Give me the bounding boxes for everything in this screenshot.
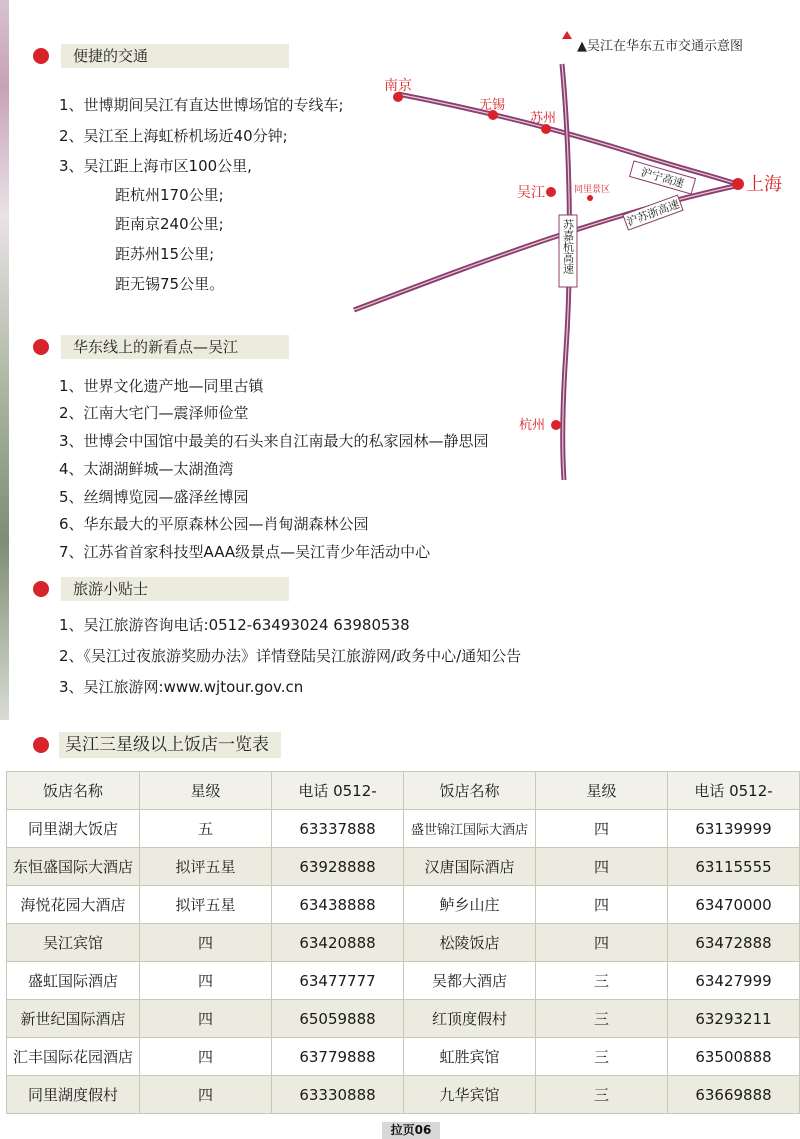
header-hotel-name: 饭店名称 [404,772,536,810]
hotel-star: 四 [140,1076,272,1114]
transport-line: 1、世博期间吴江有直达世博场馆的专线车; [59,96,344,114]
hotel-list-title: 吴江三星级以上饭店一览表 [59,732,281,758]
scenic-label-tongli: 同里景区 [574,185,611,195]
city-label-nanjing: 南京 [384,78,412,94]
hotel-name: 汉唐国际酒店 [404,848,536,886]
transport-line: 3、吴江距上海市区100公里, [59,157,252,175]
hotel-phone: 63779888 [272,1038,404,1076]
hotel-name: 同里湖度假村 [7,1076,140,1114]
table-row [7,810,800,848]
hotel-name: 吴江宾馆 [7,924,140,962]
hotel-phone: 63928888 [272,848,404,886]
table-row [7,924,800,962]
hotel-star: 四 [140,962,272,1000]
table-header-row [7,772,800,810]
hotel-name: 盛虹国际酒店 [7,962,140,1000]
header-hotel-name: 饭店名称 [7,772,140,810]
hotel-phone: 65059888 [272,1000,404,1038]
hotel-name: 松陵饭店 [404,924,536,962]
map-title-triangle-icon [562,31,572,39]
hotel-star: 四 [140,1000,272,1038]
hotel-phone: 63438888 [272,886,404,924]
attraction-line: 4、太湖湖鲜城—太湖渔湾 [59,460,234,478]
hotel-phone: 63500888 [668,1038,800,1076]
hotel-name: 盛世锦江国际大酒店 [404,810,536,848]
section-title: 便捷的交通 [61,44,289,68]
attraction-line: 2、江南大宅门—震泽师俭堂 [59,404,249,422]
hotel-name: 虹胜宾馆 [404,1038,536,1076]
attraction-line: 1、世界文化遗产地—同里古镇 [59,377,264,395]
section-header-attractions [33,335,289,359]
table-row [7,962,800,1000]
hotel-name: 同里湖大饭店 [7,810,140,848]
hotel-star: 五 [140,810,272,848]
attraction-line: 3、世博会中国馆中最美的石头来自江南最大的私家园林—静思园 [59,432,489,450]
attraction-line: 6、华东最大的平原森林公园—肖甸湖森林公园 [59,515,369,533]
red-bullet-icon [33,737,49,753]
table-row [7,1038,800,1076]
section-header-transport [33,44,289,68]
hotel-star: 四 [536,924,668,962]
tip-line: 2、《吴江过夜旅游奖励办法》详情登陆吴江旅游网/政务中心/通知公告 [59,647,522,665]
svg-text:沪苏浙高速: 沪苏浙高速 [625,197,682,229]
hotel-phone: 63139999 [668,810,800,848]
red-bullet-icon [33,48,49,64]
road-husuzhe [354,185,740,310]
hotel-phone: 63293211 [668,1000,800,1038]
transport-line: 2、吴江至上海虹桥机场近40分钟; [59,127,288,145]
scenic-dot-tongli [587,195,593,201]
road-label-husuzhe [623,195,683,230]
section-header-tips [33,577,289,601]
hotel-star: 四 [536,848,668,886]
hotel-phone: 63472888 [668,924,800,962]
map-title: ▲吴江在华东五市交通示意图 [577,39,743,54]
transport-line: 距杭州170公里; [115,186,224,204]
attraction-line: 5、丝绸博览园—盛泽丝博园 [59,488,249,506]
header-star: 星级 [140,772,272,810]
tip-line: 3、吴江旅游网:www.wjtour.gov.cn [59,678,304,696]
hotel-star: 四 [140,924,272,962]
hotel-phone: 63115555 [668,848,800,886]
hotel-phone: 63330888 [272,1076,404,1114]
hotel-star: 三 [536,1076,668,1114]
hotel-star: 四 [536,810,668,848]
header-phone: 电话 0512- [668,772,800,810]
hotel-name: 海悦花园大酒店 [7,886,140,924]
header-phone: 电话 0512- [272,772,404,810]
city-dot-shanghai [732,178,744,190]
svg-text:苏嘉杭高速: 苏嘉杭高速 [561,219,575,274]
city-label-hangzhou: 杭州 [519,418,546,433]
table-row [7,886,800,924]
city-dot-wujiang [546,187,556,197]
table-row [7,1076,800,1114]
section-title: 华东线上的新看点—吴江 [61,335,289,359]
hotel-phone: 63669888 [668,1076,800,1114]
hotel-table [6,771,800,1114]
red-bullet-icon [33,581,49,597]
city-dot-hangzhou [551,420,561,430]
section-header-hotels [33,732,281,758]
section-title: 旅游小贴士 [61,577,289,601]
hotel-name: 九华宾馆 [404,1076,536,1114]
hotel-star: 四 [536,886,668,924]
hotel-name: 东恒盛国际大酒店 [7,848,140,886]
header-star: 星级 [536,772,668,810]
city-label-suzhou: 苏州 [530,111,557,126]
hotel-star: 三 [536,1000,668,1038]
city-label-wujiang: 吴江 [517,185,545,201]
transport-line: 距无锡75公里。 [115,275,225,293]
road-label-sujiahang [559,215,577,287]
city-label-shanghai: 上海 [746,174,782,195]
hotel-name: 吴都大酒店 [404,962,536,1000]
attraction-line: 7、江苏省首家科技型AAA级景点—吴江青少年活动中心 [59,543,431,561]
city-label-wuxi: 无锡 [479,98,506,113]
transport-line: 距苏州15公里; [115,245,215,263]
tip-line: 1、吴江旅游咨询电话:0512-63493024 63980538 [59,616,410,634]
road-label-huning [630,161,696,194]
hotel-star: 三 [536,1038,668,1076]
hotel-star: 四 [140,1038,272,1076]
red-bullet-icon [33,339,49,355]
traffic-map [340,30,795,490]
svg-text:沪宁高速: 沪宁高速 [639,165,686,191]
hotel-phone: 63420888 [272,924,404,962]
left-edge-photo-strip [0,0,9,720]
hotel-phone: 63337888 [272,810,404,848]
hotel-star: 拟评五星 [140,886,272,924]
hotel-phone: 63477777 [272,962,404,1000]
table-row [7,848,800,886]
hotel-name: 红顶度假村 [404,1000,536,1038]
hotel-star: 三 [536,962,668,1000]
hotel-name: 鲈乡山庄 [404,886,536,924]
transport-line: 距南京240公里; [115,215,224,233]
hotel-phone: 63470000 [668,886,800,924]
page-number-tab: 拉页06 [382,1122,440,1139]
hotel-phone: 63427999 [668,962,800,1000]
hotel-name: 新世纪国际酒店 [7,1000,140,1038]
hotel-star: 拟评五星 [140,848,272,886]
hotel-name: 汇丰国际花园酒店 [7,1038,140,1076]
table-row [7,1000,800,1038]
